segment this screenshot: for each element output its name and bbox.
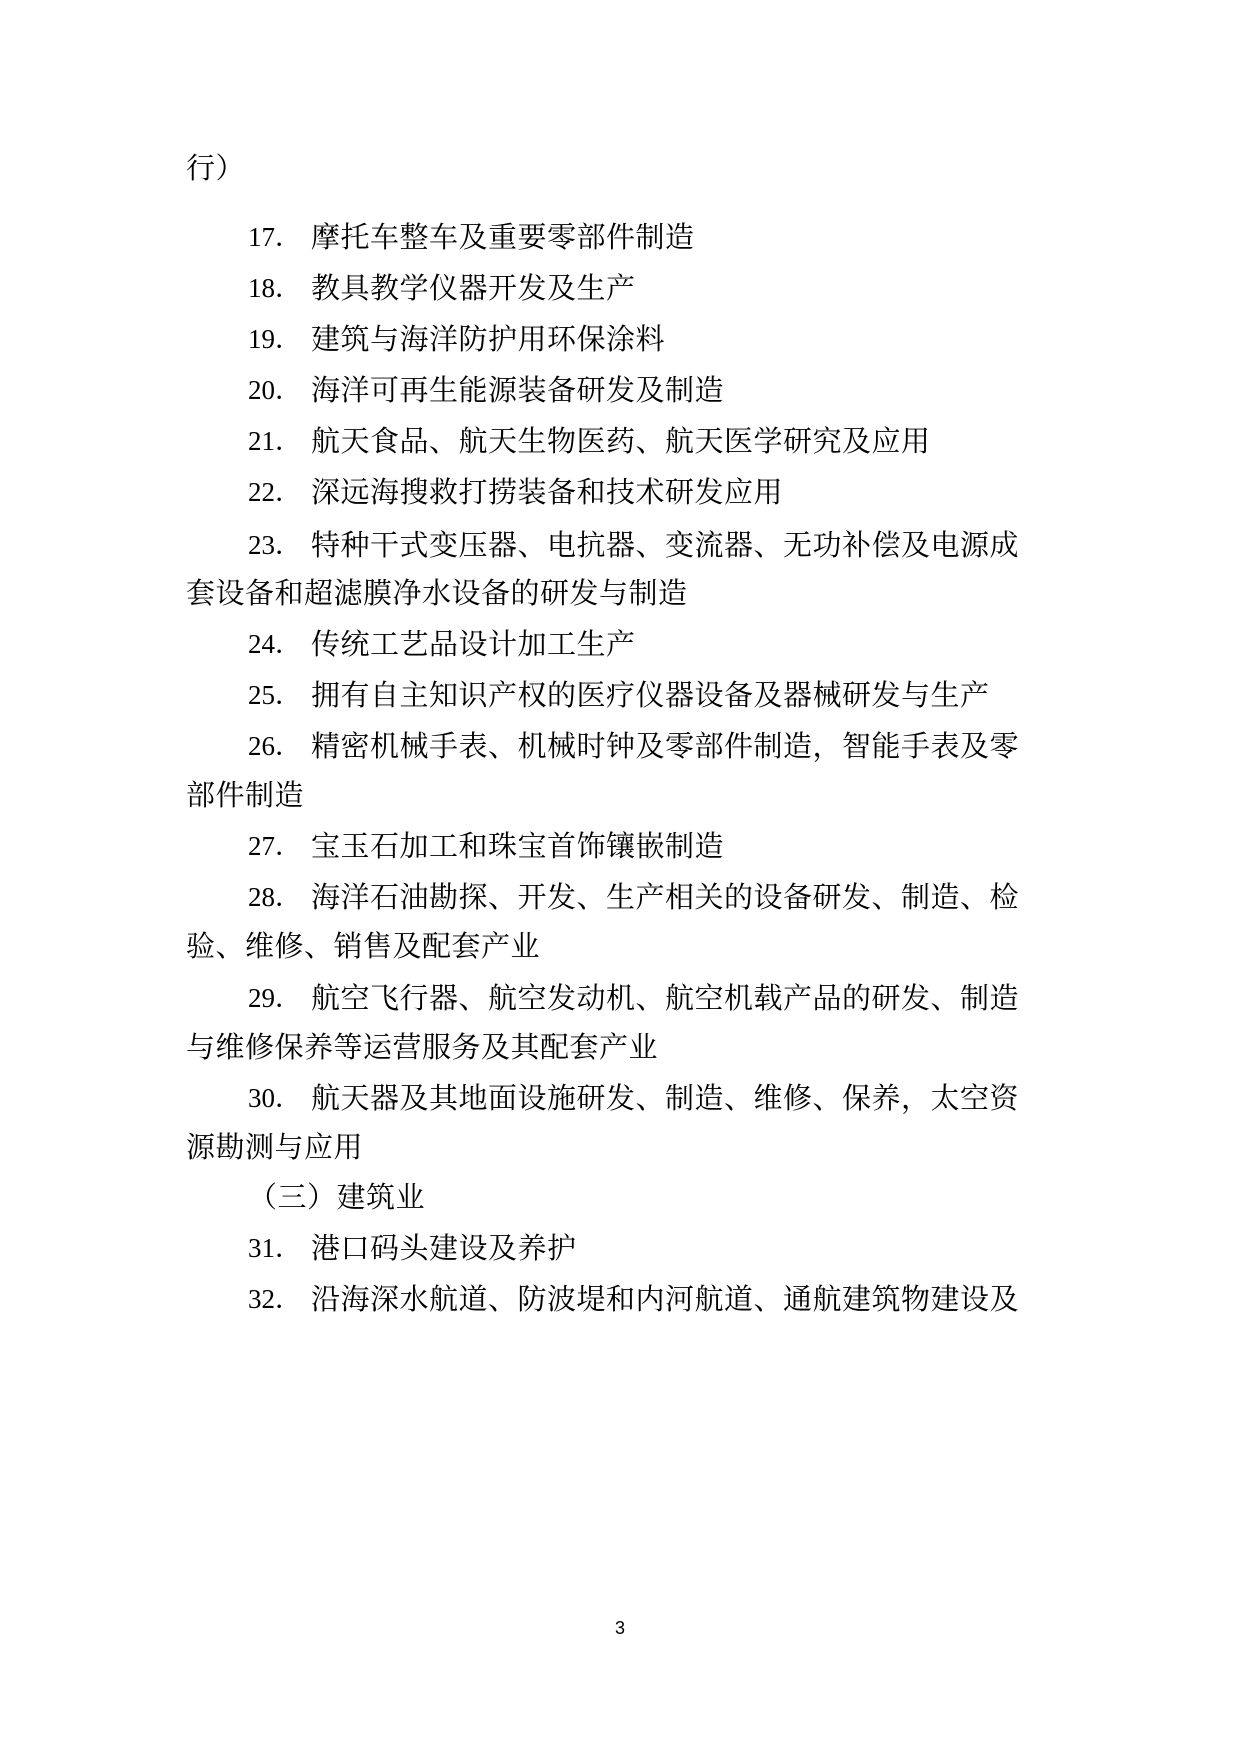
list-item-24 (0, 622, 1240, 666)
item-number: 30． (248, 1083, 302, 1113)
item-text: 航天食品、航天生物医药、航天医学研究及应用 (311, 424, 931, 458)
list-item-26 (0, 724, 1240, 768)
item-text: 教具教学仪器开发及生产 (311, 271, 636, 305)
item-number: 32． (248, 1284, 302, 1314)
item-text: 港口码头建设及养护 (311, 1231, 577, 1265)
line-text: 源勘测与应用 (186, 1130, 364, 1164)
item-text: 建筑与海洋防护用环保涂料 (311, 322, 666, 356)
item-text: 航天器及其地面设施研发、制造、维修、保养，太空资 (311, 1081, 1020, 1115)
item-number: 24． (248, 629, 302, 659)
item-number: 17． (248, 222, 302, 252)
text-line-continuation (0, 146, 1240, 190)
list-item-29 (0, 976, 1240, 1020)
text-line-continuation (0, 924, 1240, 968)
item-text: 特种干式变压器、电抗器、变流器、无功补偿及电源成 (311, 528, 1020, 562)
item-number: 27． (248, 831, 302, 861)
item-text: 海洋可再生能源装备研发及制造 (311, 373, 725, 407)
list-item-17 (0, 215, 1240, 259)
text-line-continuation (0, 571, 1240, 615)
item-number: 31． (248, 1233, 302, 1263)
list-item-21 (0, 419, 1240, 463)
item-text: 拥有自主知识产权的医疗仪器设备及器械研发与生产 (311, 678, 990, 712)
item-text: 精密机械手表、机械时钟及零部件制造，智能手表及零 (311, 729, 1020, 763)
item-text: 宝玉石加工和珠宝首饰镶嵌制造 (311, 829, 725, 863)
line-text: 与维修保养等运营服务及其配套产业 (186, 1030, 659, 1064)
list-item-31 (0, 1226, 1240, 1270)
item-number: 21． (248, 426, 302, 456)
page-number: 3 (614, 1618, 625, 1638)
list-item-25 (0, 673, 1240, 717)
section-heading-construction (0, 1175, 1240, 1219)
list-item-27 (0, 824, 1240, 868)
item-text: 摩托车整车及重要零部件制造 (311, 220, 695, 254)
item-number: 23． (248, 530, 302, 560)
item-text: 沿海深水航道、防波堤和内河航道、通航建筑物建设及 (311, 1282, 1020, 1316)
item-number: 18． (248, 273, 302, 303)
line-text: 部件制造 (186, 778, 305, 812)
item-number: 26． (248, 731, 302, 761)
item-text: 海洋石油勘探、开发、生产相关的设备研发、制造、检 (311, 880, 1020, 914)
item-number: 29． (248, 983, 302, 1013)
line-text: 行） (186, 151, 246, 185)
text-line-continuation (0, 1125, 1240, 1169)
text-line-continuation (0, 773, 1240, 817)
item-number: 22． (248, 477, 302, 507)
item-number: 25． (248, 680, 302, 710)
item-number: 20． (248, 375, 302, 405)
list-item-32 (0, 1277, 1240, 1321)
line-text: 验、维修、销售及配套产业 (186, 929, 541, 963)
item-number: 28． (248, 882, 302, 912)
text-line-continuation (0, 1025, 1240, 1069)
item-text: 传统工艺品设计加工生产 (311, 627, 636, 661)
item-text: 航空飞行器、航空发动机、航空机载产品的研发、制造 (311, 981, 1020, 1015)
list-item-23 (0, 523, 1240, 567)
item-text: 深远海搜救打捞装备和技术研发应用 (311, 475, 784, 509)
list-item-19 (0, 317, 1240, 361)
list-item-20 (0, 368, 1240, 412)
list-item-30 (0, 1076, 1240, 1120)
list-item-22 (0, 470, 1240, 514)
line-text: 套设备和超滤膜净水设备的研发与制造 (186, 576, 688, 610)
list-item-18 (0, 266, 1240, 310)
section-heading-text: （三）建筑业 (248, 1180, 426, 1214)
item-number: 19． (248, 324, 302, 354)
list-item-28 (0, 875, 1240, 919)
